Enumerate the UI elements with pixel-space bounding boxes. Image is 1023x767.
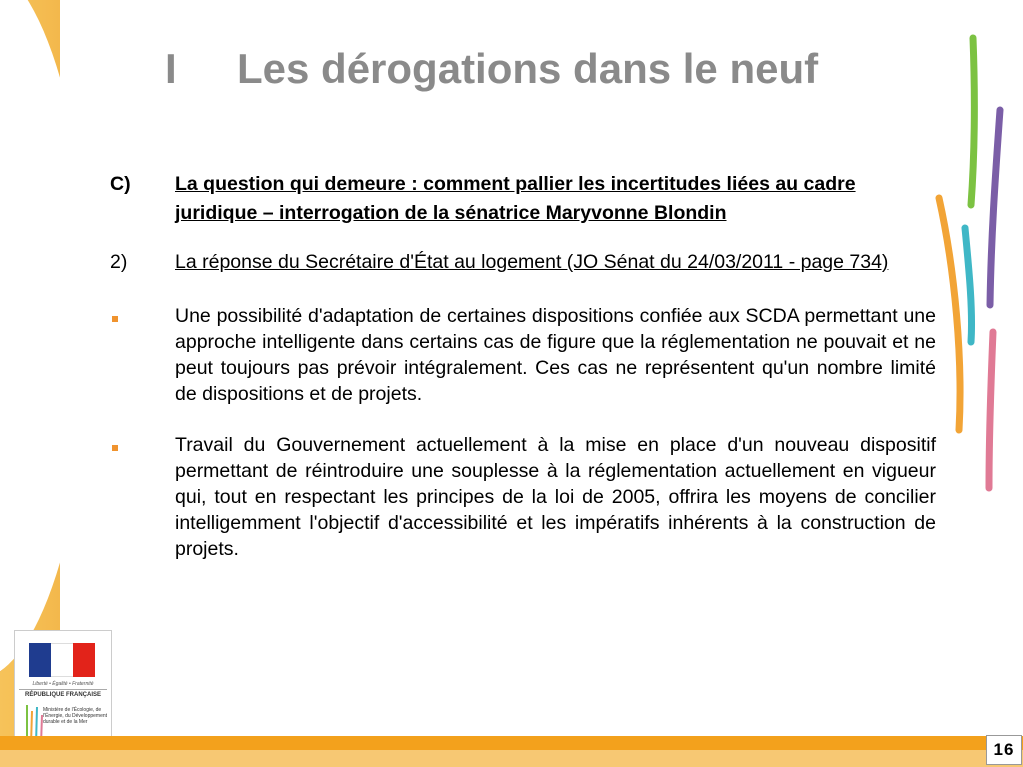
slide-content — [110, 170, 936, 562]
section-heading — [110, 170, 936, 228]
purple-stroke — [990, 110, 1000, 305]
section-text: La question qui demeure : comment pallier les incertitudes liées au cadre juridique – interrogation de la sénatrice Maryvonne Blondin — [175, 173, 856, 224]
bullet-item — [110, 432, 936, 562]
subsection-heading — [110, 248, 936, 277]
subsection-marker: 2) — [110, 251, 128, 273]
page-number: 16 — [986, 735, 1022, 765]
logo-motto: Liberté • Égalité • Fraternité — [32, 681, 94, 687]
title-text: Les dérogations dans le neuf — [237, 45, 819, 92]
ministry-logo — [14, 630, 112, 752]
bullet-square-icon — [112, 316, 118, 322]
orange-stroke — [939, 198, 960, 430]
bottom-bar — [0, 736, 1023, 750]
french-flag-icon — [29, 643, 95, 677]
subsection-text: La réponse du Secrétaire d'État au logement (JO Sénat du 24/03/2011 - page 734) — [175, 251, 889, 273]
bullet-text: Travail du Gouvernement actuellement à la mise en place d'un nouveau dispositif permettant de réintroduire une souplesse à la réglementation actuellement en vigueur qui, tout en respectant les principes de la loi de 2005, offrira les moyens de concilier intelligemment l'objectif d'accessibilité et les impératifs inhérents à la construction de projets. — [175, 434, 936, 560]
bottom-bar-light — [0, 750, 1023, 767]
title-number: I — [165, 45, 177, 92]
logo-republic: RÉPUBLIQUE FRANÇAISE — [19, 689, 107, 698]
green-stroke — [971, 38, 974, 205]
pink-stroke — [989, 332, 993, 488]
slide-title — [165, 45, 818, 93]
teal-stroke — [965, 228, 972, 342]
decorative-strokes — [925, 30, 1015, 500]
logo-ministry: Ministère de l'Écologie, de l'Énergie, du Développement durable et de la Mer — [43, 707, 108, 725]
bullet-square-icon — [112, 445, 118, 451]
bullet-text: Une possibilité d'adaptation de certaines dispositions confiée aux SCDA permettant une approche intelligente dans certains cas de figure que la réglementation ne pouvait et ne peut toujours pas prévoir intégralement. Ces cas ne représentent qu'un nombre limité de dispositions et de projets. — [175, 305, 936, 405]
left-arc — [0, 0, 90, 680]
section-marker: C) — [110, 173, 131, 195]
bullet-item — [110, 303, 936, 407]
